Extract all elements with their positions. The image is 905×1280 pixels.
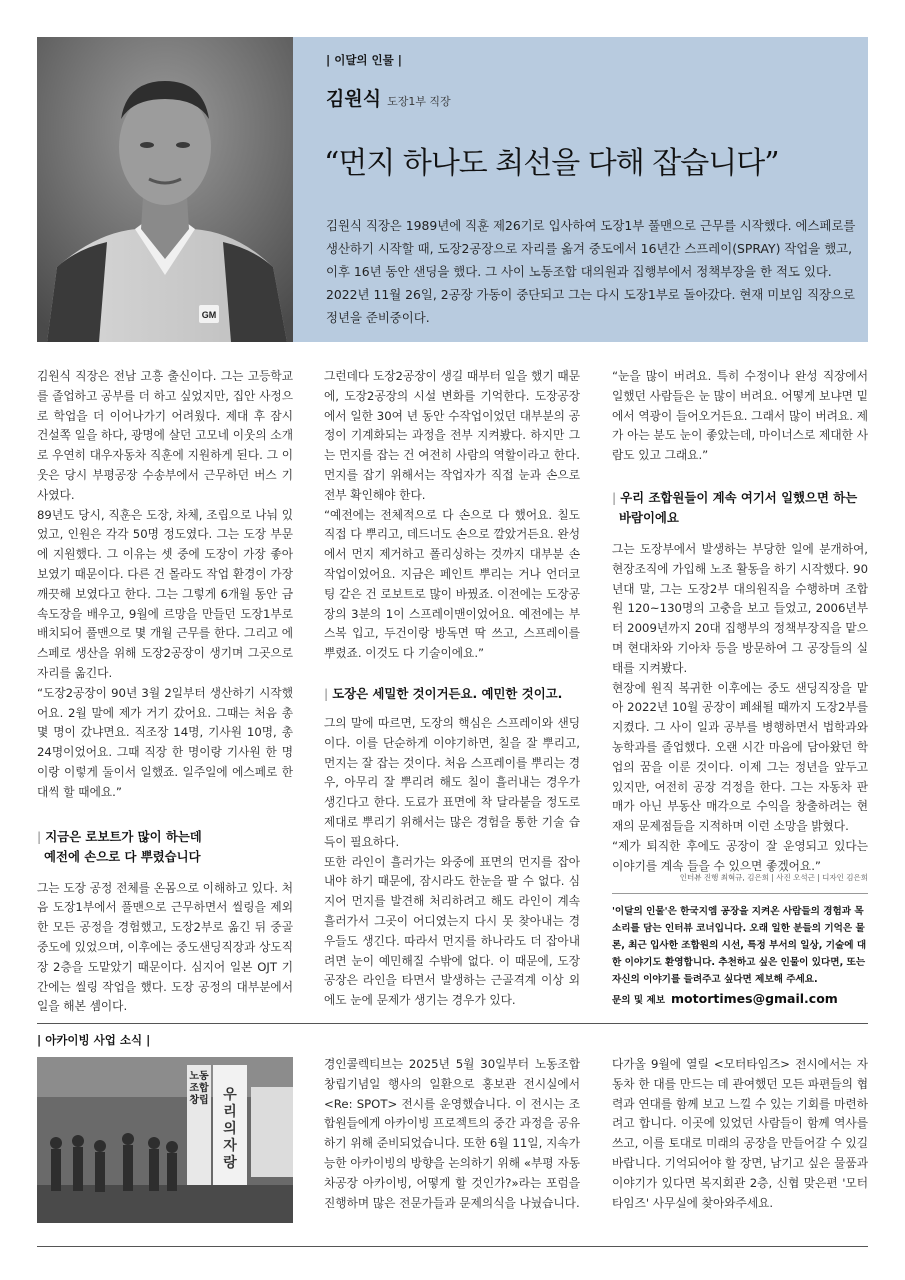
intro-paragraph [326,214,856,329]
subheading-line: 지금은 로보트가 많이 하는데 [45,828,202,844]
section-divider [37,1023,868,1024]
subheading-line: 우리 조합원들이 계속 여기서 일했으면 하는 [620,489,858,505]
archive-column-3: 다가올 9월에 열릴 <모터타임즈> 전시에서는 자동차 한 대를 만드는 데 관여했던 모든 파편들의 협력과 연대를 함께 보고 느낄 수 있는 기회를 마련하려고 합니다. 이곳에 있었던 사람들이 함께 역사를 쓰고, 이를 토대로 미래의 공장을 만들어갈 수 있길 바랍니다. 기억되어야 할 장면, 남기고 싶은 물품과 이야기가 있다면 복지회관 2층, 신협 맞은편 '모터타임즈' 사무실에 찾아와주세요. [612,1057,868,1210]
article-column-1 [37,367,293,1017]
subheading: | 지금은 로보트가 많이 하는데 예전에 손으로 다 뿌렸습니다 [37,827,293,867]
photo-banner-text: 노동조합 창립 [189,1071,209,1106]
divider [612,893,868,894]
subheading-line: 도장은 세밀한 것이거든요. 예민한 것이고. [332,685,563,701]
subheading: | 도장은 세밀한 것이거든요. 예민한 것이고. [324,685,563,701]
archive-photo [37,1057,293,1223]
body-paragraph: “예전에는 전체적으로 다 손으로 다 했어요. 칠도 직접 다 뿌리고, 데드너도 손으로 깔았거든요. 완성에서 먼지 제거하고 폴리싱하는 것까지 대부분 손 작업이었어요. 지금은 페인트 뿌리는 거나 언더코팅 같은 건 로보트로 많이 바꿨죠. 이전에는 도장공장의 3분의 1이 스프레이맨이었어요. 예전에는 부스복 입고, 두건이랑 방독면 딱 쓰고, 스프레이를 뿌렸죠. 이것도 다 기술이에요.” [324,507,580,661]
body-paragraph: “눈을 많이 버려요. 특히 수정이나 완성 직장에서 일했던 사람들은 눈 많이 버려요. 어떻게 보냐면 밑에서 역광이 들어오거든요. 그래서 많이 버려요. 제가 아는 분도 눈이 좋았는데, 마이너스로 제대한 사람도 있고 그래요.” [612,369,868,463]
body-paragraph: 또한 라인이 흘러가는 와중에 표면의 먼지를 잡아내야 하기 때문에, 잠시라도 한눈을 팔 수 없다. 심지어 먼지를 발견해 처리하려고 해도 라인이 계속 흘러가서 그곳이 어디였는지 다시 못 찾아내는 경우들도 생긴다. 따라서 먼지를 하나라도 더 잡아내려면 눈이 예민해질 수밖에 없다. 이 때문에, 도장공장은 라인을 타면서 발생하는 근골격계 이상 외에도 눈에 문제가 생기는 경우가 있다. [324,854,580,1008]
info-box [612,903,867,1009]
intro-line: 생산하기 시작할 때, 도장2공장으로 자리를 옮겨 중도에서 16년간 스프레이(SPRAY) 작업을 했고, [326,241,853,256]
archive-column-2: 경인콜렉티브는 2025년 5월 30일부터 노동조합 창립기념일 행사의 일환으로 홍보관 전시실에서 <Re: SPOT> 전시를 운영했습니다. 이 전시는 조합원들에게 아카이빙 프로젝트의 중간 과정을 공유하기 위해 준비되었습니다. 또한 6월 11일, 지속가능한 아카이빙의 방향을 논의하기 위해 «부평 자동차공장 아카이빙, 어떻게 할 것인가?»라는 포럼을 진행하며 많은 전문가들과 문제의식을 나눴습니다. [324,1057,580,1210]
article-column-2 [324,367,580,1011]
archive-section-label: | 아카이빙 사업 소식 | [37,1033,151,1047]
body-paragraph: “제가 퇴직한 후에도 공장이 잘 운영되고 있다는 이야기를 계속 들을 수 있으면 좋겠어요.” [612,838,868,873]
contact-line [612,990,867,1009]
contact-email[interactable]: motortimes@gmail.com [671,991,838,1006]
subheading: | 우리 조합원들이 계속 여기서 일했으면 하는 바람이에요 [612,488,868,528]
portrait-photo [37,37,293,342]
body-paragraph: 그런데다 도장2공장이 생길 때부터 일을 했기 때문에, 도장2공장의 시설 변화를 기억한다. 도장공장에서 일한 30여 년 동안 수작업이었던 대부분의 공정이 기계화되는 과정을 전부 지켜봤다. 하지만 그는 먼지를 잡는 건 여전히 사람의 역할이라고 한다. 먼지를 잡기 위해서는 작업자가 직접 눈과 손으로 전부 확인해야 한다. [324,369,580,502]
body-paragraph: 그는 도장 공정 전체를 온몸으로 이해하고 있다. 처음 도장1부에서 풀맨으로 근무하면서 씰링을 제외한 모든 공정을 경험했고, 도장2부로 옮긴 뒤 중골 중도에 있었으며, 이후에는 중도샌딩직장과 상도직장 2층을 도맡았기 때문이다. 심지어 일본 OJT 기간에는 씰링 작업을 했다. 도장 공정의 대부분에서 일을 해본 셈이다. [37,880,293,1014]
body-paragraph: 89년도 당시, 직훈은 도장, 차체, 조립으로 나눠 있었고, 인원은 각각 50명 정도였다. 그는 도장 부문에 지원했다. 그 이유는 셋 중에 도장이 가장 좋아 보였기 때문이다. 다른 건 몰라도 작업 환경이 가장 깨끗해 보였다고 한다. 그는 그렇게 6개월 동안 금속도장을 배우고, 9월에 르망을 만들던 도장1부로 배치되어 풀맨으로 몇 개월 근무를 한다. 그리고 에스페로 생산을 위해 도장2공장이 생기며 그곳으로 자리를 옮긴다. [37,507,293,680]
bottom-divider [37,1246,868,1247]
headline-quote: “먼지 하나도 최선을 다해 잡습니다” [324,146,779,181]
person-name-text: 김원식 [326,88,382,110]
photo-side-text: 우리의 자랑 [223,1087,237,1171]
credits: 인터뷰 진행 최혁규, 김은희 | 사진 오석근 | 디자인 김은희 [679,873,868,882]
section-label: | 이달의 인물 | [326,53,402,67]
body-paragraph: 그는 도장부에서 발생하는 부당한 일에 분개하여, 현장조직에 가입해 노조 활동을 하기 시작했다. 90년대 말, 그는 도장2부 대의원직을 수행하며 조합원 120~130명의 고충을 보고 들었고, 2006년부터 2009년까지 20대 집행부의 정책부장직을 맡으며 현대차와 기아차 등을 방문하여 그 공장들의 실태를 지켜봤다. [612,541,868,675]
svg-text:GM: GM [201,310,217,320]
body-paragraph: 현장에 원직 복귀한 이후에는 중도 샌딩직장을 맡아 2022년 10월 공장이 폐쇄될 때까지 도장2부를 지켰다. 그 사이 일과 공부를 병행하면서 법학과와 농학과를 졸업했다. 오랜 시간 마음에 담아왔던 학업의 꿈을 이룬 것이다. 이제 그는 정년을 앞두고 있지만, 여전히 공장 걱정을 한다. 그는 자동차 판매가 아닌 부동산 매각으로 수익을 창출하려는 현재의 문제점들을 지적하며 이런 소망을 밝혔다. [612,680,868,834]
body-paragraph: “도장2공장이 90년 3월 2일부터 생산하기 시작했어요. 2월 말에 제가 거기 갔어요. 그때는 처음 총 몇 명이 갔냐면요. 직조장 14명, 기사원 10명, 총 24명이었어요. 그때 직장 한 명이랑 기사원 한 명이랑 이렇게 둘이서 일했죠. 일주일에 에스페로 한 대씩 할 때에요.” [37,685,293,799]
body-paragraph: 그의 말에 따르면, 도장의 핵심은 스프레이와 샌딩이다. 이를 단순하게 이야기하면, 칠을 잘 뿌리고, 먼지는 잘 잡는 것이다. 처음 스프레이를 뿌리는 경우, 아무리 잘 뿌리려 해도 칠이 흘러내는 경우가 생긴다고 한다. 도료가 표면에 착 달라붙을 정도로 제대로 뿌리기 위해서는 많은 경험을 통한 기술 습득이 필요하다. [324,715,580,849]
contact-label: 문의 및 제보 [612,995,666,1006]
intro-line: 정년을 준비중이다. [326,310,430,325]
intro-line: 이후 16년 동안 샌딩을 했다. 그 사이 노동조합 대의원과 집행부에서 정책부장을 한 적도 있다. [326,264,832,279]
person-role: 도장1부 직장 [387,95,451,108]
subheading-line: 예전에 손으로 다 뿌렸습니다 [44,848,201,864]
intro-line: 김원식 직장은 1989년에 직훈 제26기로 입사하여 도장1부 풀맨으로 근무를 시작했다. 에스페로를 [326,218,856,233]
intro-line: 2022년 11월 26일, 2공장 가동이 중단되고 그는 다시 도장1부로 돌아갔다. 현재 미보임 직장으로 [326,287,855,302]
article-column-3 [612,367,868,877]
person-name [326,84,451,111]
subheading-line: 바람이에요 [619,509,679,525]
body-paragraph: 김원식 직장은 전남 고흥 출신이다. 그는 고등학교를 졸업하고 공부를 더 하고 싶었지만, 집안 사정으로 학업을 더 이어나가기 어려웠다. 제대 후 잠시 건설쪽 일을 하다, 광명에 살던 고모네 이웃의 소개로 우연히 대우자동차 직훈에 지원하게 된다. 그 이웃은 당시 부평공장 수송부에서 근무하던 버스 기사였다. [37,369,293,502]
info-text: '이달의 인물'은 한국지엠 공장을 지켜온 사람들의 경험과 목소리를 담는 인터뷰 코너입니다. 오래 일한 분들의 기억은 물론, 최근 입사한 조합원의 시선, 특정 부서의 일상, 기술에 대한 이야기도 환영합니다. 추천하고 싶은 인물이 있다면, 또는 자신의 이야기를 들려주고 싶다면 제보해 주세요. [612,906,867,985]
